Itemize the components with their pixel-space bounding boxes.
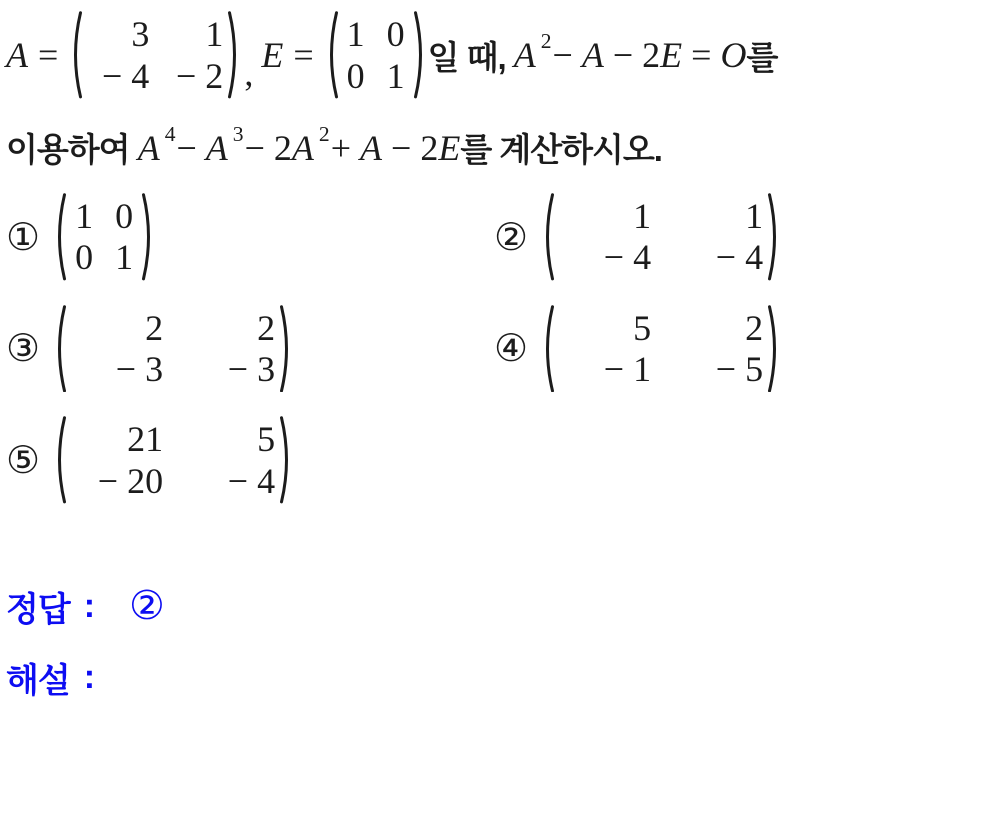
- choice-4: [494, 305, 991, 393]
- matrix-a-cells: [83, 11, 227, 99]
- matrix-cells: [555, 305, 767, 393]
- matrix-cell: 1: [633, 196, 652, 236]
- equals-sign: =: [38, 35, 59, 75]
- explanation-label: 해설: [6, 661, 70, 700]
- matrix-cell: − 2: [176, 55, 224, 96]
- answer-value: ②: [129, 583, 165, 630]
- exponent: 3: [232, 121, 244, 146]
- matrix-cell: 1: [75, 196, 94, 236]
- matrix-cell: 21: [127, 419, 164, 460]
- matrix-cell: − 4: [603, 237, 652, 278]
- matrix-e-symbol: E: [261, 35, 284, 75]
- operator: − 2: [244, 127, 292, 168]
- matrix-cell: 5: [257, 419, 276, 460]
- matrix-right-paren-icon: [413, 11, 428, 99]
- matrix-right-paren-icon: [227, 11, 242, 99]
- matrix-cell: − 5: [715, 348, 764, 389]
- matrix-left-paren-icon: [68, 11, 83, 99]
- matrix-cells: [67, 416, 279, 504]
- matrix-right-paren-icon: [141, 193, 156, 281]
- matrix-left-paren-icon: [540, 305, 555, 393]
- var-e: E: [660, 35, 683, 75]
- answer-label: 정답: [6, 590, 70, 629]
- matrix-cells: [67, 305, 279, 393]
- matrix-cell: − 4: [227, 460, 276, 501]
- matrix-cell: 5: [633, 307, 652, 348]
- choice-3-number: ③: [6, 326, 41, 371]
- operator: −: [552, 35, 582, 75]
- matrix-cell: 1: [386, 55, 405, 96]
- matrix-e-cells: [339, 11, 413, 99]
- matrix-cell: 2: [145, 307, 164, 348]
- matrix-cell: − 4: [102, 55, 150, 96]
- matrix-cell: 0: [386, 14, 405, 55]
- equals-sign: =: [293, 35, 314, 75]
- particle-text: 를: [460, 131, 492, 168]
- matrix-cell: 3: [131, 14, 150, 55]
- matrix-right-paren-icon: [279, 416, 294, 504]
- problem-line-2: [6, 121, 991, 171]
- tail-text: 계산하시오.: [491, 131, 662, 168]
- matrix-cell: − 1: [603, 348, 652, 389]
- choices-grid: [6, 193, 991, 504]
- var-a: A: [291, 127, 314, 168]
- var-a: A: [513, 35, 536, 75]
- choice-1: [6, 193, 494, 281]
- choice-3-matrix: [52, 305, 294, 393]
- choice-2-number: ②: [494, 214, 529, 259]
- operator: +: [330, 127, 361, 168]
- matrix-a: [68, 11, 242, 99]
- matrix-e: [324, 11, 428, 99]
- matrix-left-paren-icon: [540, 193, 555, 281]
- matrix-cell: 2: [745, 307, 764, 348]
- choice-5: [6, 416, 494, 504]
- choice-3: [6, 305, 494, 393]
- equals-sign: =: [682, 35, 721, 75]
- matrix-left-paren-icon: [52, 305, 67, 393]
- matrix-left-paren-icon: [52, 416, 67, 504]
- choice-4-matrix: [540, 305, 782, 393]
- matrix-cell: − 3: [227, 348, 276, 389]
- matrix-a-symbol: A: [6, 35, 28, 75]
- exponent: 4: [164, 121, 176, 146]
- matrix-cells: [67, 193, 141, 281]
- explanation-colon: :: [83, 657, 96, 696]
- exponent: 2: [540, 29, 552, 54]
- choice-4-number: ④: [494, 326, 529, 371]
- choice-1-number: ①: [6, 214, 41, 259]
- explanation-row: [6, 653, 991, 702]
- matrix-cell: 0: [115, 196, 134, 236]
- matrix-right-paren-icon: [767, 193, 782, 281]
- matrix-cell: − 4: [715, 237, 764, 278]
- matrix-cell: 1: [745, 196, 764, 236]
- var-a: A: [137, 127, 160, 168]
- matrix-cell: 1: [205, 14, 224, 55]
- problem-line-1: [6, 2, 991, 108]
- operator: − 2: [603, 35, 661, 75]
- particle-text: 를: [746, 38, 778, 76]
- matrix-cell: − 3: [115, 348, 164, 389]
- choice-2-matrix: [540, 193, 782, 281]
- matrix-left-paren-icon: [324, 11, 339, 99]
- choice-5-number: ⑤: [6, 438, 41, 483]
- matrix-cell: 1: [346, 14, 365, 55]
- lead-text: 이용하여: [6, 131, 138, 168]
- choice-2: [494, 193, 991, 281]
- var-a: A: [581, 35, 604, 75]
- operator: − 2: [382, 127, 439, 168]
- operator: −: [176, 127, 206, 168]
- matrix-cell: 0: [346, 55, 365, 96]
- var-o: O: [720, 35, 747, 75]
- matrix-right-paren-icon: [279, 305, 294, 393]
- matrix-cell: 0: [75, 237, 94, 278]
- var-e: E: [438, 127, 461, 168]
- comma: ,: [244, 53, 254, 93]
- choice-5-matrix: [52, 416, 294, 504]
- matrix-cell: 1: [115, 237, 134, 278]
- matrix-right-paren-icon: [767, 305, 782, 393]
- matrix-cell: 2: [257, 307, 276, 348]
- choice-1-matrix: [52, 193, 156, 281]
- matrix-cells: [555, 193, 767, 281]
- matrix-left-paren-icon: [52, 193, 67, 281]
- matrix-cell: − 20: [97, 460, 164, 501]
- exponent: 2: [318, 121, 330, 146]
- var-a: A: [205, 127, 228, 168]
- answer-row: [6, 582, 991, 631]
- answer-colon: :: [83, 586, 96, 625]
- var-a: A: [360, 127, 383, 168]
- when-text: 일 때,: [427, 38, 506, 76]
